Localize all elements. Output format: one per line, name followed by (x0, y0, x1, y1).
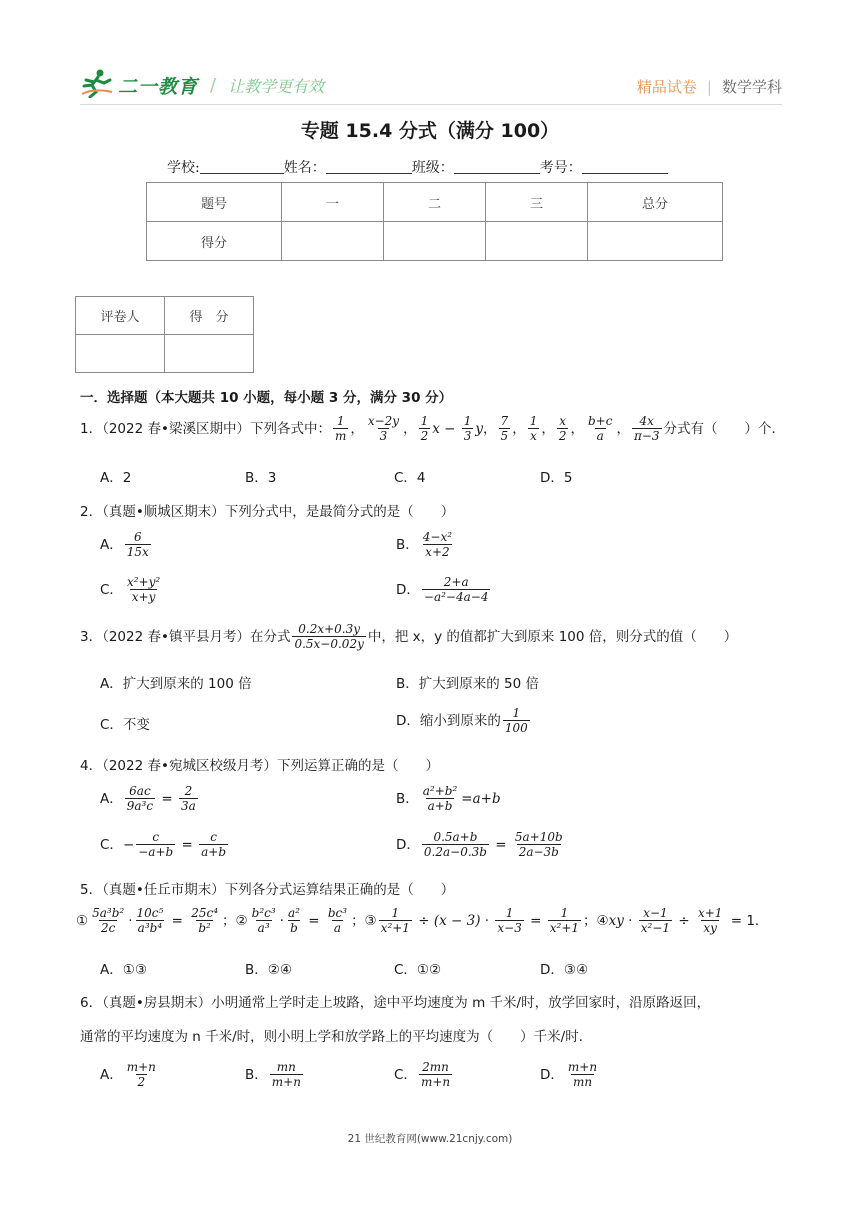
option-b[interactable]: B． $\frac{mn}{m+n}$ (245, 1060, 301, 1089)
slogan: 让教学更有效 (228, 76, 325, 96)
option-c[interactable]: C．− $\frac{c}{-a+b}$ = $\frac{c}{a+b}$ (100, 830, 226, 859)
option-a[interactable]: A．2 (100, 470, 132, 486)
section-heading: 一．选择题（本大题共 10 小题，每小题 3 分，满分 30 分） (80, 390, 453, 406)
reviewer-cell[interactable] (76, 335, 165, 373)
option-d[interactable]: D． $\frac{2+a}{\text{−a²−4a−4}}$ (396, 575, 489, 604)
page-title: 专题 15.4 分式（满分 100） (300, 120, 560, 142)
name-label: 姓名： (283, 160, 326, 176)
tag-divider: | (706, 77, 712, 96)
question-3: 3．（2022 春•镇平县月考）在分式 $\frac{0.2x+0.3y}{0.5x-0.02y}$ 中，把 x，y 的值都扩大到原来 100 倍，则分式的值（ ） (80, 622, 738, 651)
option-a[interactable]: A． $\frac{m+n}{2}$ (100, 1060, 156, 1089)
q5-expressions: ① $\frac{\text{5a³b²}}{2c}$ · $\frac{\text{10c⁵}}{\text{a³b⁴}}$ = $\frac{\text{25c⁴}}{\text{b²}}$ ；② $\frac{\text{b²c³}}{\text{a³}}$ · $\frac{\text{a²}}{b}$ = $\frac{\text{bc³}}{a}$ ；③ $\frac{1}{\text{x²+1}}$ ÷ (x − 3) · $\frac{1}{x-3}$ = $\frac{1}{\text{x²+1}}$ ；④xy · $\frac{x-1}{\text{x²−1}}$ ÷ $\frac{x+1}{xy}$ = 1． (76, 906, 769, 935)
q1-stem: 1．（2022 春•梁溪区期中）下列各式中： (80, 421, 331, 437)
score-row-label: 得分 (147, 222, 282, 261)
option-a[interactable]: A． $\frac{6}{15x}$ (100, 530, 149, 559)
class-label: 班级： (411, 160, 454, 176)
score-col-header: 二 (384, 183, 486, 222)
brand-name: 二一教育 (118, 75, 199, 98)
question-6-line-1: 6．（真题•房县期末）小明通常上学时走上坡路，途中平均速度为 m 千米/时，放学回家时，沿原路返回， (80, 995, 711, 1011)
question-5: 5．（真题•任丘市期末）下列各分式运算结果正确的是（ ） (80, 882, 455, 898)
divider: / (210, 74, 217, 96)
option-d[interactable]: D．③④ (540, 962, 589, 978)
score-cell[interactable] (588, 222, 723, 261)
header-tags (637, 76, 782, 97)
school-label: 学校: (167, 160, 200, 176)
question-1: 1．（2022 春•梁溪区期中）下列各式中： $\frac{1}{m}$ ， $\frac{x-2y}{3}$ ， $\frac{1}{2}$ x − $\frac{1}{3}$ y， $\frac{7}{5}$ ， $\frac{1}{x}$ ， $\frac{x}{2}$ ， $\frac{b+c}{a}$ ， $\frac{4x}{\pi-3}$ 分式有（ ）个． (80, 414, 786, 443)
grader-table (75, 296, 254, 373)
grade-label: 得 分 (165, 297, 254, 335)
option-d[interactable]: D． $\frac{m+n}{mn}$ (540, 1060, 598, 1089)
score-cell[interactable] (486, 222, 588, 261)
score-cell[interactable] (384, 222, 486, 261)
class-field[interactable] (454, 157, 540, 174)
school-field[interactable] (200, 157, 284, 174)
exam-no-field[interactable] (582, 157, 668, 174)
option-b[interactable]: B．3 (245, 470, 277, 486)
option-c[interactable]: C．4 (394, 470, 426, 486)
grade-cell[interactable] (165, 335, 254, 373)
question-6-line-2: 通常的平均速度为 n 千米/时，则小明上学和放学路上的平均速度为（ ）千米/时． (80, 1029, 593, 1045)
tag-subject: 数学学科 (721, 78, 782, 96)
option-d[interactable]: D．缩小到原来的 $\frac{1}{100}$ (396, 706, 528, 735)
score-col-header: 总分 (588, 183, 723, 222)
option-d[interactable]: D．5 (540, 470, 573, 486)
question-4: 4．（2022 春•宛城区校级月考）下列运算正确的是（ ） (80, 758, 439, 774)
option-b[interactable]: B． $\frac{\text{a²+b²}}{a+b}$ =a+b (396, 784, 501, 813)
page-footer: 21 世纪教育网(www.21cnjy.com) (347, 1133, 513, 1145)
exam-no-label: 考号： (539, 160, 582, 176)
option-b[interactable]: B． $\frac{\text{4−x²}}{x+2}$ (396, 530, 453, 559)
score-col-header: 题号 (147, 183, 282, 222)
score-col-header: 一 (282, 183, 384, 222)
score-row (147, 222, 723, 261)
q1-tail: 分式有（ ）个． (663, 421, 786, 437)
runner-icon (80, 68, 114, 102)
option-d[interactable]: D． $\frac{0.5a+b}{0.2a-0.3b}$ = $\frac{5a+10b}{2a-3b}$ (396, 830, 563, 859)
option-b[interactable]: B．扩大到原来的 50 倍 (396, 676, 540, 692)
question-2: 2．（真题•顺城区期末）下列分式中，是最简分式的是（ ） (80, 504, 455, 520)
option-c[interactable]: C．①② (394, 962, 442, 978)
score-header-row (147, 183, 723, 222)
score-col-header: 三 (486, 183, 588, 222)
option-a[interactable]: A．①③ (100, 962, 147, 978)
option-a[interactable]: A． $\frac{6ac}{\text{9a³c}}$ = $\frac{2}{3a}$ (100, 784, 196, 813)
option-c[interactable]: C． $\frac{\text{x²+y²}}{x+y}$ (100, 575, 161, 604)
option-a[interactable]: A．扩大到原来的 100 倍 (100, 676, 252, 692)
option-c[interactable]: C． $\frac{2mn}{m+n}$ (394, 1060, 451, 1089)
option-b[interactable]: B．②④ (245, 962, 292, 978)
student-info (167, 157, 668, 177)
reviewer-label: 评卷人 (76, 297, 165, 335)
score-table (146, 182, 723, 261)
header-rule (80, 104, 782, 105)
brand-logo (80, 68, 324, 102)
tag-quality-paper: 精品试卷 (636, 78, 697, 96)
name-field[interactable] (326, 157, 412, 174)
score-cell[interactable] (282, 222, 384, 261)
option-c[interactable]: C．不变 (100, 717, 150, 733)
